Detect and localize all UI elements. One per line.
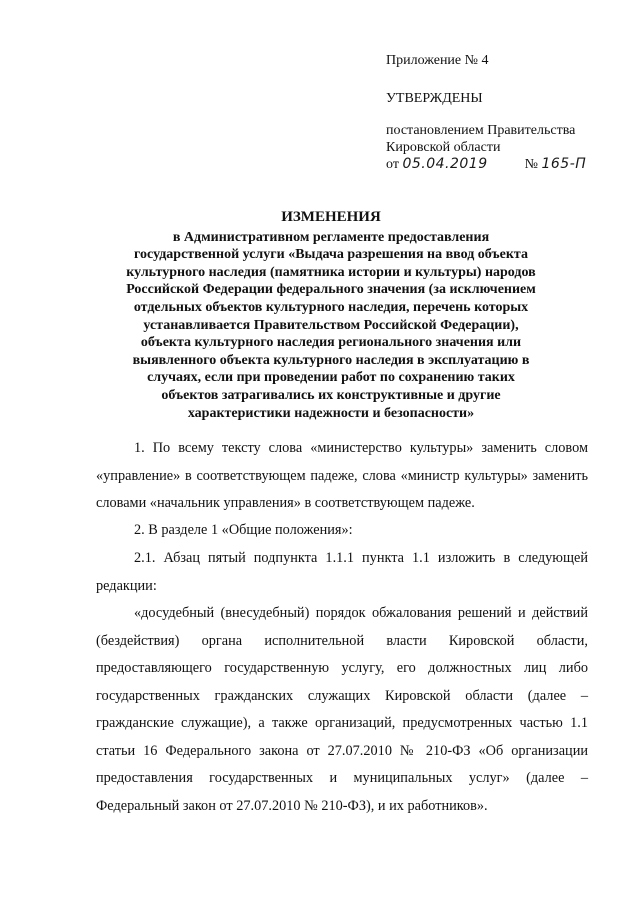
- title-line: устанавливается Правительством Российской Федерации),: [143, 317, 519, 333]
- date-prefix: от: [386, 157, 399, 172]
- title-line: культурного наследия (памятника истории и культуры) народов: [126, 264, 536, 280]
- title-line: государственной услуги «Выдача разрешения на ввод объекта: [134, 247, 528, 263]
- title-line: Российской Федерации федерального значения (за исключением: [126, 282, 536, 298]
- title-line: объекта культурного наследия регионального значения или: [140, 335, 522, 351]
- paragraph-4-container: [96, 600, 588, 820]
- decree-date-row: [386, 156, 586, 173]
- document-title: [96, 209, 566, 422]
- paragraph-2-container: [96, 517, 588, 545]
- paragraph-4: «досудебный (внесудебный) порядок обжалования решений и действий (бездействия) органа исполнительной власти Кировской области, предоставляющего государственную услугу, его должностных лиц либо государственных гражданских служащих Кировской области (далее – гражданские служащие), а также организаций, предусмотренных частью 1.1 статьи 16 Федерального закона от 27.07.2010 № 210-ФЗ «Об организации предоставления государственных и муниципальных услуг» (далее – Федеральный закон от 27.07.2010 № 210-ФЗ), и их работников».: [96, 605, 588, 814]
- paragraph-1: 1. По всему тексту слова «министерство культуры» заменить словом «управление» в соответствующем падеже, слова «министр культуры» заменить словами «начальник управления» в соответствующем падеже.: [96, 440, 588, 511]
- decree-line-2: Кировской области: [386, 140, 501, 155]
- paragraph-1-container: [96, 435, 588, 518]
- decree-line-1: постановлением Правительства: [386, 123, 576, 138]
- decree-number: 165-П: [541, 156, 587, 172]
- title-heading: ИЗМЕНЕНИЯ: [281, 209, 381, 225]
- paragraph-3: 2.1. Абзац пятый подпункта 1.1.1 пункта 1.1 изложить в следующей редакции:: [96, 550, 588, 594]
- paragraph-2: 2. В разделе 1 «Общие положения»:: [134, 522, 353, 538]
- title-line: в Административном регламенте предоставления: [172, 229, 490, 245]
- decree-block: [386, 122, 586, 173]
- title-line: случаях, если при проведении работ по сохранению таких: [147, 370, 515, 386]
- decree-date: 05.04.2019: [402, 156, 488, 172]
- title-line: отдельных объектов культурного наследия, перечень которых: [133, 299, 529, 315]
- title-line: выявленного объекта культурного наследия в эксплуатацию в: [132, 352, 530, 368]
- title-line: характеристики надежности и безопасности»: [187, 405, 475, 421]
- approved-label: УТВЕРЖДЕНЫ: [386, 91, 483, 106]
- title-line: объектов затрагивались их конструктивные и другие: [161, 387, 501, 403]
- paragraph-3-container: [96, 545, 588, 600]
- appendix-label: Приложение № 4: [386, 53, 489, 68]
- number-prefix: №: [524, 157, 538, 172]
